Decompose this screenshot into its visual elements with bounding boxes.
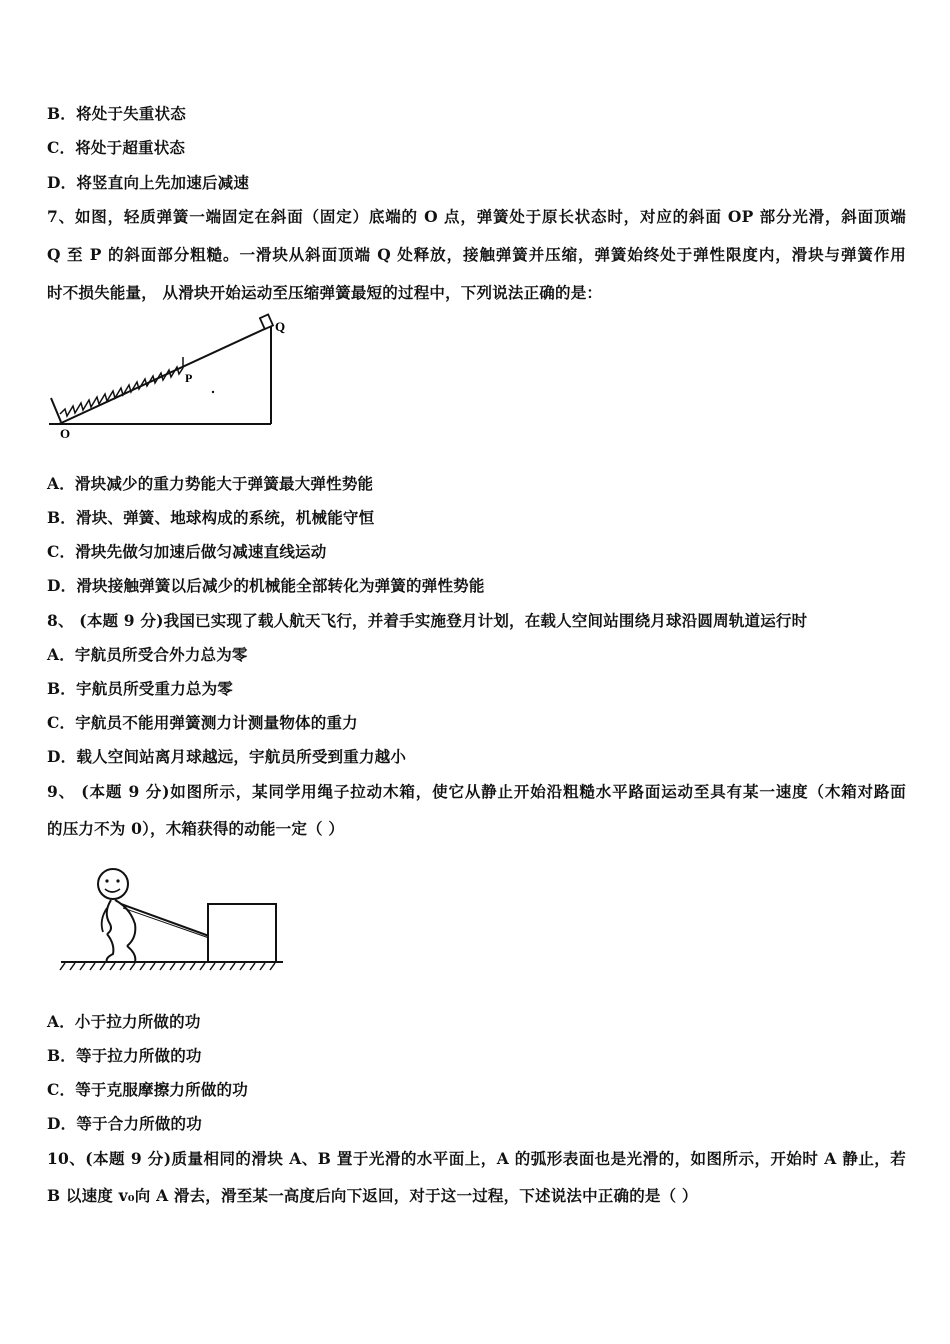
q10-stem-line-1: 10、(本题 9 分)质量相同的滑块 A、B 置于光滑的水平面上，A 的弧形表面也是光滑的，如图所示，开始时 A 静止，若 xyxy=(47,1149,906,1168)
q7-label-p: P xyxy=(185,371,193,385)
q9-option-b: B．等于拉力所做的功 xyxy=(47,1046,202,1065)
q8-stem: 8、 (本题 9 分)我国已实现了载人航天飞行，并着手实施登月计划，在载人空间站围绕月球沿圆周轨道运行时 xyxy=(47,611,808,630)
q7-incline-spring-figure xyxy=(45,310,295,445)
q7-label-o: O xyxy=(60,426,71,441)
q6-option-d: D．将竖直向上先加速后减速 xyxy=(47,173,250,192)
q7-label-q: Q xyxy=(275,319,286,334)
q7-stem-line-2: Q 至 P 的斜面部分粗糙。一滑块从斜面顶端 Q 处释放，接触弹簧并压缩，弹簧始终处于弹性限度内，滑块与弹簧作用 xyxy=(47,245,906,264)
q7-option-c: C．滑块先做匀加速后做匀减速直线运动 xyxy=(47,542,327,561)
q7-option-a: A．滑块减少的重力势能大于弹簧最大弹性势能 xyxy=(47,474,374,493)
q7-option-b: B．滑块、弹簧、地球构成的系统，机械能守恒 xyxy=(47,508,375,527)
q7-stem-line-3: 时不损失能量， 从滑块开始运动至压缩弹簧最短的过程中，下列说法正确的是： xyxy=(47,283,603,302)
q9-option-d: D．等于合力所做的功 xyxy=(47,1114,202,1133)
q6-option-c: C．将处于超重状态 xyxy=(47,138,186,157)
q9-option-c: C．等于克服摩擦力所做的功 xyxy=(47,1080,248,1099)
q7-option-d: D．滑块接触弹簧以后减少的机械能全部转化为弹簧的弹性势能 xyxy=(47,576,485,595)
q7-stem-line-1: 7、如图，轻质弹簧一端固定在斜面（固定）底端的 O 点，弹簧处于原长状态时，对应的斜面 OP 部分光滑，斜面顶端 xyxy=(47,207,906,226)
q9-person-pulling-box-figure xyxy=(55,858,290,986)
q8-option-c: C．宇航员不能用弹簧测力计测量物体的重力 xyxy=(47,713,358,732)
q8-option-d: D．载人空间站离月球越远，宇航员所受到重力越小 xyxy=(47,747,407,766)
q9-stem-line-1: 9、 (本题 9 分)如图所示，某同学用绳子拉动木箱，使它从静止开始沿粗糙水平路面运动至具有某一速度（木箱对路面 xyxy=(47,782,906,801)
q8-option-a: A．宇航员所受合外力总为零 xyxy=(47,645,248,664)
q10-stem-line-2: B 以速度 v₀向 A 滑去，滑至某一高度后向下返回，对于这一过程，下述说法中正确的是（ ） xyxy=(47,1186,698,1205)
q9-option-a: A．小于拉力所做的功 xyxy=(47,1012,201,1031)
q8-option-b: B．宇航员所受重力总为零 xyxy=(47,679,234,698)
q6-option-b: B．将处于失重状态 xyxy=(47,104,186,123)
q9-stem-line-2: 的压力不为 0），木箱获得的动能一定（ ） xyxy=(47,819,345,838)
